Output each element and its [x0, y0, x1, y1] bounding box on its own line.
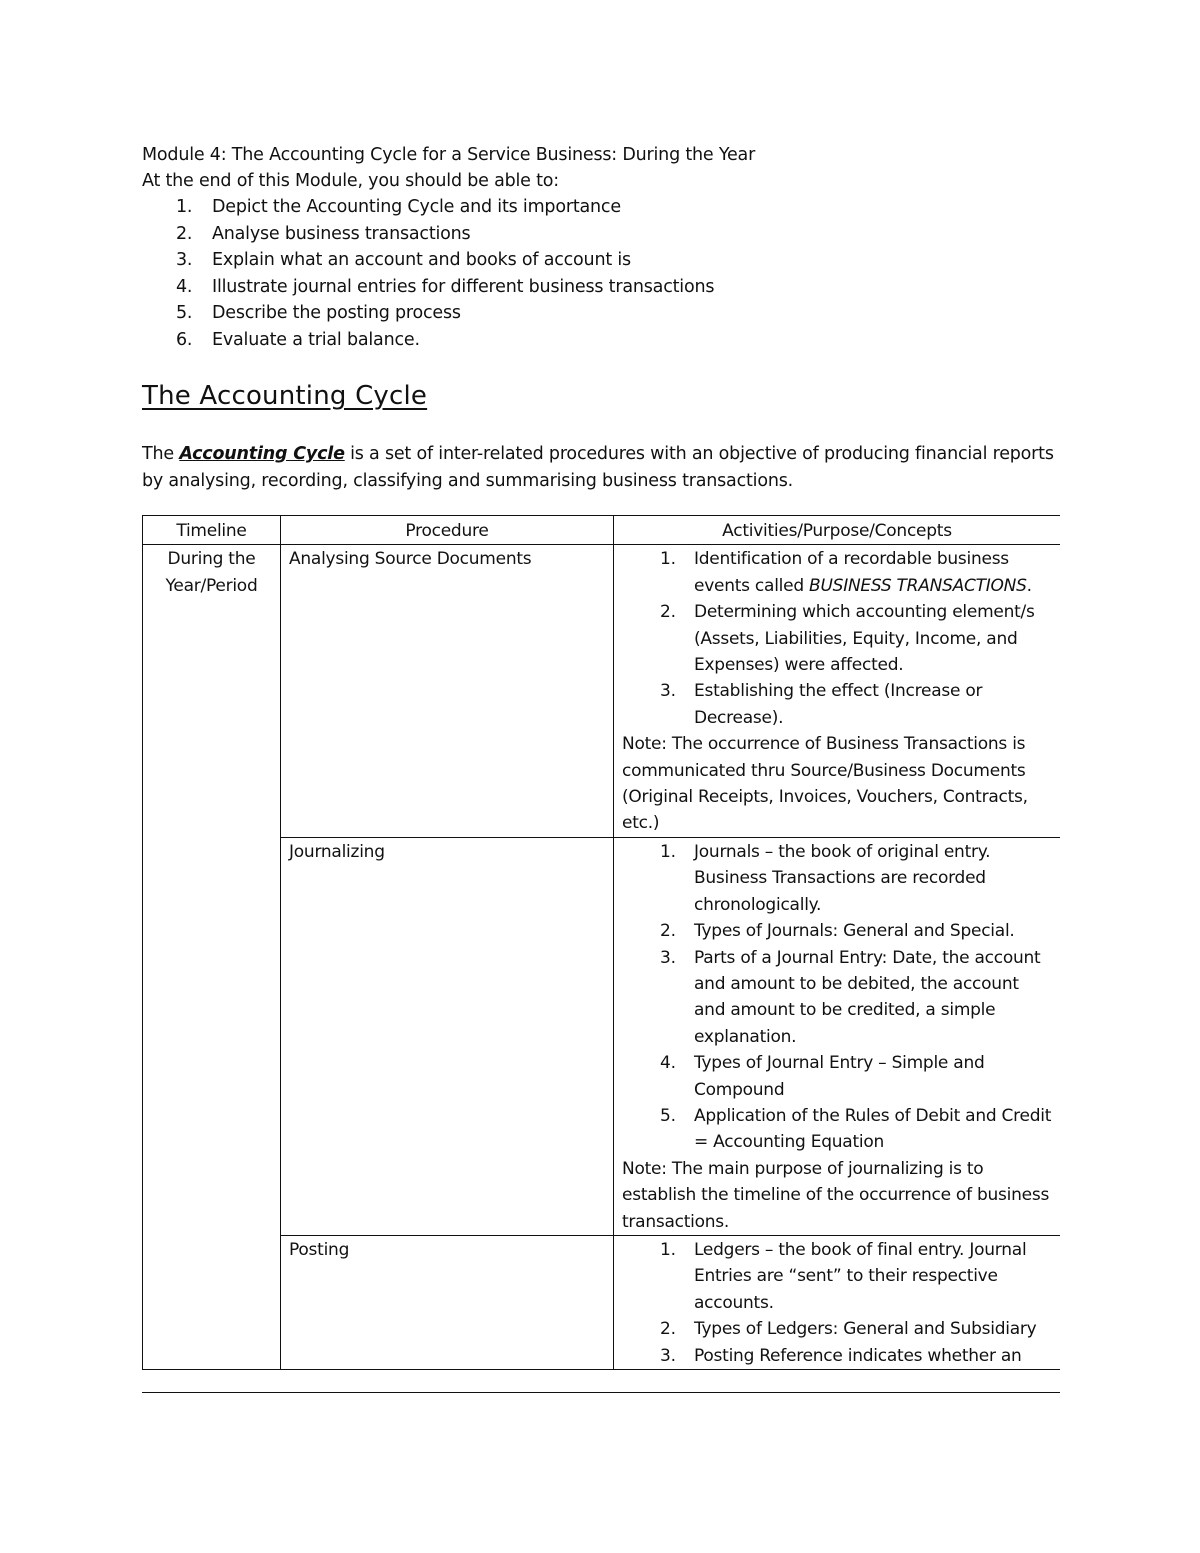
- objective-item: 3. Explain what an account and books of account is: [176, 250, 631, 270]
- list-item: 1. Journals – the book of original entry. Business Transactions are recorded chronologically.: [660, 841, 991, 915]
- note: Note: The main purpose of journalizing is to establish the timeline of the occurrence of business transactions.: [622, 1158, 1050, 1232]
- header-activities: Activities/Purpose/Concepts: [614, 516, 1061, 545]
- list-item: 4. Types of Journal Entry – Simple and Compound: [660, 1053, 985, 1100]
- accounting-cycle-table-wrapper: [142, 515, 1060, 1393]
- module-title: Module 4: The Accounting Cycle for a Service Business: During the Year: [142, 145, 756, 165]
- list-item: 3. Establishing the effect (Increase or Decrease).: [660, 681, 983, 728]
- header-timeline: Timeline: [143, 516, 281, 545]
- list-item: 1. Identification of a recordable business events called BUSINESS TRANSACTIONS.: [660, 549, 1032, 596]
- procedure-cell: Journalizing: [281, 837, 614, 1235]
- table-row: [143, 837, 1061, 1235]
- list-item: 5. Application of the Rules of Debit and Credit = Accounting Equation: [660, 1105, 1052, 1153]
- activities-list: [622, 839, 1052, 1156]
- objective-item: 6. Evaluate a trial balance.: [176, 329, 420, 350]
- section-heading: The Accounting Cycle: [142, 381, 428, 411]
- activities-list: [622, 546, 1052, 731]
- header-procedure: Procedure: [281, 516, 614, 545]
- objective-item: 1. Depict the Accounting Cycle and its importance: [176, 197, 621, 217]
- timeline-cell: During the Year/Period: [143, 545, 281, 1370]
- activities-cell: [614, 545, 1061, 837]
- activities-list: [622, 1237, 1052, 1369]
- definition-term: Accounting Cycle: [179, 444, 345, 464]
- procedure-cell: Analysing Source Documents: [281, 545, 614, 837]
- list-item: 3. Posting Reference indicates whether an: [660, 1345, 1022, 1366]
- objective-item: 5. Describe the posting process: [176, 303, 461, 323]
- document-page: [142, 142, 1060, 494]
- activities-cell: [614, 837, 1061, 1235]
- list-item: 2. Types of Ledgers: General and Subsidiary: [660, 1319, 1037, 1340]
- objectives-list: [142, 194, 1060, 353]
- table-row: [143, 545, 1061, 837]
- table-row: [143, 1235, 1061, 1369]
- list-item: 2. Determining which accounting element/s (Assets, Liabilities, Equity, Income, and Expenses) were affected.: [660, 602, 1035, 676]
- objective-item: 2. Analyse business transactions: [176, 223, 471, 244]
- note: Note: The occurrence of Business Transactions is communicated thru Source/Business Documents (Original Receipts, Invoices, Vouchers, Contracts, etc.): [622, 734, 1028, 834]
- objectives-intro: At the end of this Module, you should be able to:: [142, 171, 559, 191]
- list-item: 3. Parts of a Journal Entry: Date, the account and amount to be debited, the account and amount to be credited, a simple explanation.: [660, 947, 1041, 1047]
- list-item: 2. Types of Journals: General and Special.: [660, 921, 1015, 942]
- table-header-row: [143, 516, 1061, 545]
- list-item: 1. Ledgers – the book of final entry. Journal Entries are “sent” to their respective accounts.: [660, 1239, 1027, 1313]
- procedure-cell: Posting: [281, 1235, 614, 1369]
- activities-cell: [614, 1235, 1061, 1369]
- definition-paragraph: The Accounting Cycle is a set of inter-related procedures with an objective of producing financial reports by analysing, recording, classifying and summarising business transactions.: [142, 444, 1054, 491]
- objective-item: 4. Illustrate journal entries for different business transactions: [176, 276, 715, 297]
- accounting-cycle-table: [142, 515, 1060, 1370]
